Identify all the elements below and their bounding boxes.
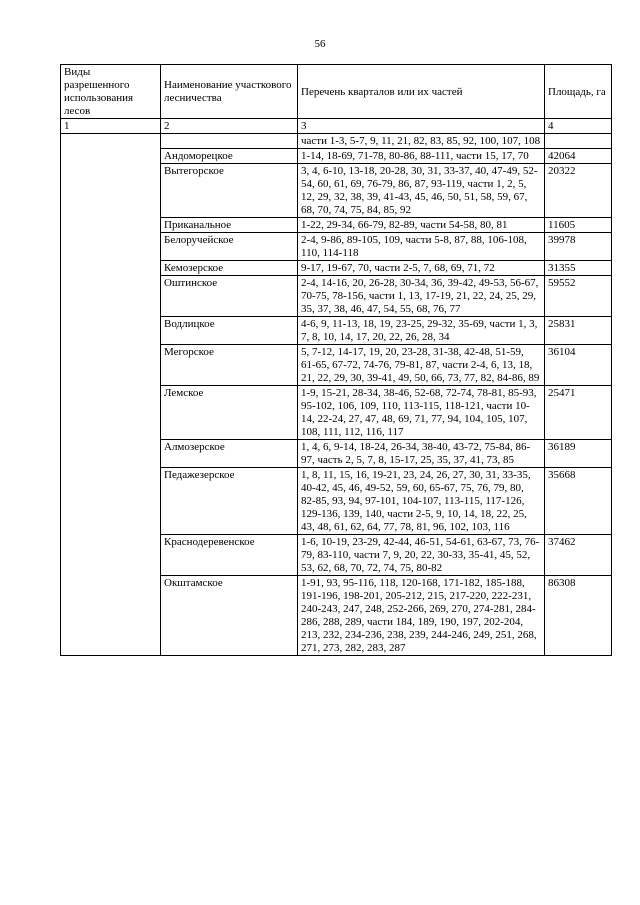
quarters-cell: 1-6, 10-19, 23-29, 42-44, 46-51, 54-61, 63-67, 73, 76-79, 83-110, части 7, 9, 20, 22, 30-33, 35-41, 45, 52, 53, 62, 68, 70, 72, 74, 75, 80-82 [298,535,545,576]
quarters-cell: 9-17, 19-67, 70, части 2-5, 7, 68, 69, 71, 72 [298,261,545,276]
area-cell: 86308 [545,576,612,656]
quarters-cell: 1-91, 93, 95-116, 118, 120-168, 171-182, 185-188, 191-196, 198-201, 205-212, 215, 217-220, 222-231, 240-243, 247, 248, 252-266, 269, 270, 274-281, 284-286, 288, 289, части 184, 189, 190, 197, 202-204, 213, 232, 234-236, 238, 239, 244-246, 249, 251, 268, 271, 273, 282, 283, 287 [298,576,545,656]
area-cell: 37462 [545,535,612,576]
quarters-table [60,64,612,656]
forestry-name-cell: Кемозерское [161,261,298,276]
area-cell [545,134,612,149]
page-number: 56 [314,38,326,50]
usage-type-cell [61,134,161,656]
quarters-cell: 5, 7-12, 14-17, 19, 20, 23-28, 31-38, 42-48, 51-59, 61-65, 67-72, 74-76, 79-81, 87, части 2-4, 6, 13, 18, 21, 22, 29, 30, 39-41, 49, 50, 66, 73, 77, 82, 84-86, 89 [298,345,545,386]
column-number: 4 [545,119,612,134]
area-cell: 25831 [545,317,612,345]
forestry-name-cell: Окштамское [161,576,298,656]
header-quarters-list: Перечень кварталов или их частей [298,65,545,119]
area-cell: 35668 [545,468,612,535]
forestry-name-cell: Краснодеревенское [161,535,298,576]
column-number: 1 [61,119,161,134]
quarters-cell: 2-4, 14-16, 20, 26-28, 30-34, 36, 39-42, 49-53, 56-67, 70-75, 78-156, части 1, 13, 17-19, 21, 22, 24, 25, 29, 35, 37, 38, 46, 47, 54, 55, 68, 76, 77 [298,276,545,317]
header-area: Площадь, га [545,65,612,119]
quarters-cell: 1-9, 15-21, 28-34, 38-46, 52-68, 72-74, 78-81, 85-93, 95-102, 106, 109, 110, 113-115, 118-121, части 10-14, 22-24, 27, 47, 48, 69, 71, 77, 94, 104, 105, 107, 108, 111, 112, 116, 117 [298,386,545,440]
column-number-row [61,119,612,134]
area-cell: 42064 [545,149,612,164]
quarters-cell: 1-14, 18-69, 71-78, 80-86, 88-111, части 15, 17, 70 [298,149,545,164]
forestry-name-cell: Лемское [161,386,298,440]
forestry-name-cell: Водлицкое [161,317,298,345]
table-row [61,134,612,149]
quarters-cell: 2-4, 9-86, 89-105, 109, части 5-8, 87, 88, 106-108, 110, 114-118 [298,233,545,261]
area-cell: 36104 [545,345,612,386]
quarters-cell: 1-22, 29-34, 66-79, 82-89, части 54-58, 80, 81 [298,218,545,233]
forestry-name-cell: Приканальное [161,218,298,233]
quarters-cell: 1, 4, 6, 9-14, 18-24, 26-34, 38-40, 43-72, 75-84, 86-97, часть 2, 5, 7, 8, 15-17, 25, 35, 37, 41, 73, 85 [298,440,545,468]
area-cell: 25471 [545,386,612,440]
area-cell: 11605 [545,218,612,233]
table-header-row [61,65,612,119]
area-cell: 20322 [545,164,612,218]
header-forestry-name: Наименование участкового лесничества [161,65,298,119]
quarters-cell: 4-6, 9, 11-13, 18, 19, 23-25, 29-32, 35-69, части 1, 3, 7, 8, 10, 14, 17, 20, 22, 26, 28, 34 [298,317,545,345]
quarters-cell: 3, 4, 6-10, 13-18, 20-28, 30, 31, 33-37, 40, 47-49, 52-54, 60, 61, 69, 76-79, 86, 87, 93-119, части 1, 2, 5, 12, 29, 32, 38, 39, 41-43, 45, 46, 50, 51, 58, 59, 67, 68, 70, 74, 75, 84, 85, 92 [298,164,545,218]
forestry-name-cell: Вытегорское [161,164,298,218]
quarters-cell: части 1-3, 5-7, 9, 11, 21, 82, 83, 85, 92, 100, 107, 108 [298,134,545,149]
forestry-name-cell: Андоморецкое [161,149,298,164]
forestry-name-cell: Педажезерское [161,468,298,535]
forestry-name-cell: Мегорское [161,345,298,386]
area-cell: 39978 [545,233,612,261]
area-cell: 31355 [545,261,612,276]
forestry-name-cell: Белоручейское [161,233,298,261]
area-cell: 36189 [545,440,612,468]
column-number: 3 [298,119,545,134]
forestry-name-cell: Оштинское [161,276,298,317]
quarters-cell: 1, 8, 11, 15, 16, 19-21, 23, 24, 26, 27, 30, 31, 33-35, 40-42, 45, 46, 49-52, 59, 60, 65-67, 75, 76, 79, 80, 82-85, 93, 94, 97-101, 104-107, 113-115, 117-126, 129-136, 139, 140, части 2-5, 9, 10, 14, 18, 22, 25, 43, 48, 61, 62, 64, 77, 78, 81, 96, 102, 103, 116 [298,468,545,535]
forestry-name-cell: Алмозерское [161,440,298,468]
header-usage-type: Виды разрешенного использования лесов [61,65,161,119]
column-number: 2 [161,119,298,134]
forestry-name-cell [161,134,298,149]
area-cell: 59552 [545,276,612,317]
